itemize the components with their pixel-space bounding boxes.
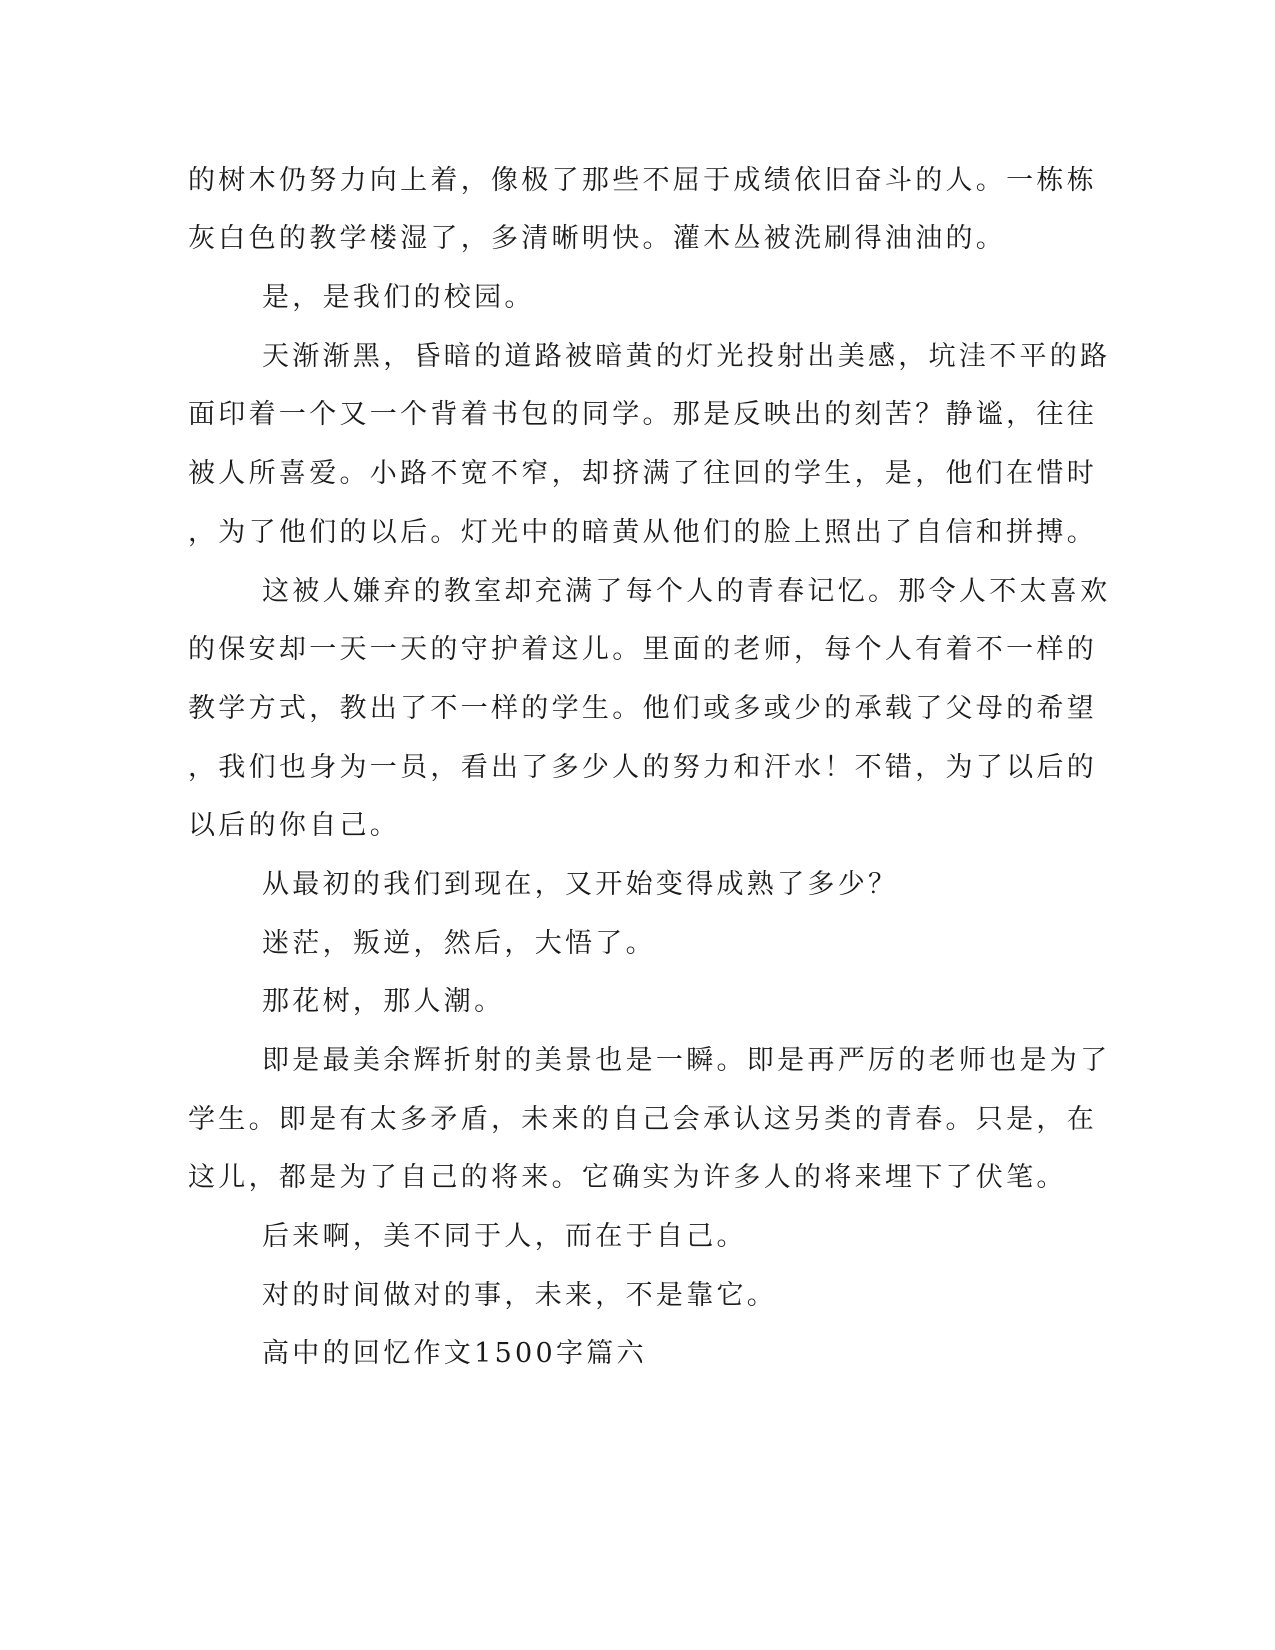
- text-line: 面印着一个又一个背着书包的同学。那是反映出的刻苦？静谧，往往: [188, 399, 1097, 430]
- paragraph-line: 从最初的我们到现在，又开始变得成熟了多少？: [262, 869, 899, 900]
- text-line: 这儿，都是为了自己的将来。它确实为许多人的将来埋下了伏笔。: [188, 1162, 1067, 1193]
- paragraph-line: 这被人嫌弃的教室却充满了每个人的青春记忆。那令人不太喜欢: [262, 576, 1111, 607]
- paragraph-line: 是，是我们的校园。: [262, 282, 535, 313]
- text-line: 以后的你自己。: [188, 810, 401, 841]
- paragraph-line: 后来啊，美不同于人，而在于自己。: [262, 1221, 747, 1252]
- section-heading: 高中的回忆作文1500字篇六: [262, 1338, 647, 1369]
- text-line: ，我们也身为一员，看出了多少人的努力和汗水！不错，为了以后的: [188, 752, 1097, 783]
- text-line: 学生。即是有太多矛盾，未来的自己会承认这另类的青春。只是，在: [188, 1104, 1097, 1135]
- paragraph-line: 天渐渐黑，昏暗的道路被暗黄的灯光投射出美感，坑洼不平的路: [262, 341, 1111, 372]
- text-line: 教学方式，教出了不一样的学生。他们或多或少的承载了父母的希望: [188, 693, 1097, 724]
- text-line: 的树木仍努力向上着，像极了那些不屈于成绩依旧奋斗的人。一栋栋: [188, 165, 1097, 196]
- paragraph-line: 即是最美余辉折射的美景也是一瞬。即是再严厉的老师也是为了: [262, 1045, 1111, 1076]
- paragraph-line: 对的时间做对的事，未来，不是靠它。: [262, 1280, 778, 1311]
- paragraph-line: 那花树，那人潮。: [262, 986, 505, 1017]
- text-line: ，为了他们的以后。灯光中的暗黄从他们的脸上照出了自信和拼搏。: [188, 517, 1097, 548]
- text-line: 的保安却一天一天的守护着这儿。里面的老师，每个人有着不一样的: [188, 634, 1097, 665]
- text-line: 被人所喜爱。小路不宽不窄，却挤满了往回的学生，是，他们在惜时: [188, 458, 1097, 489]
- paragraph-line: 迷茫，叛逆，然后，大悟了。: [262, 928, 656, 959]
- text-line: 灰白色的教学楼湿了，多清晰明快。灌木丛被洗刷得油油的。: [188, 223, 1007, 254]
